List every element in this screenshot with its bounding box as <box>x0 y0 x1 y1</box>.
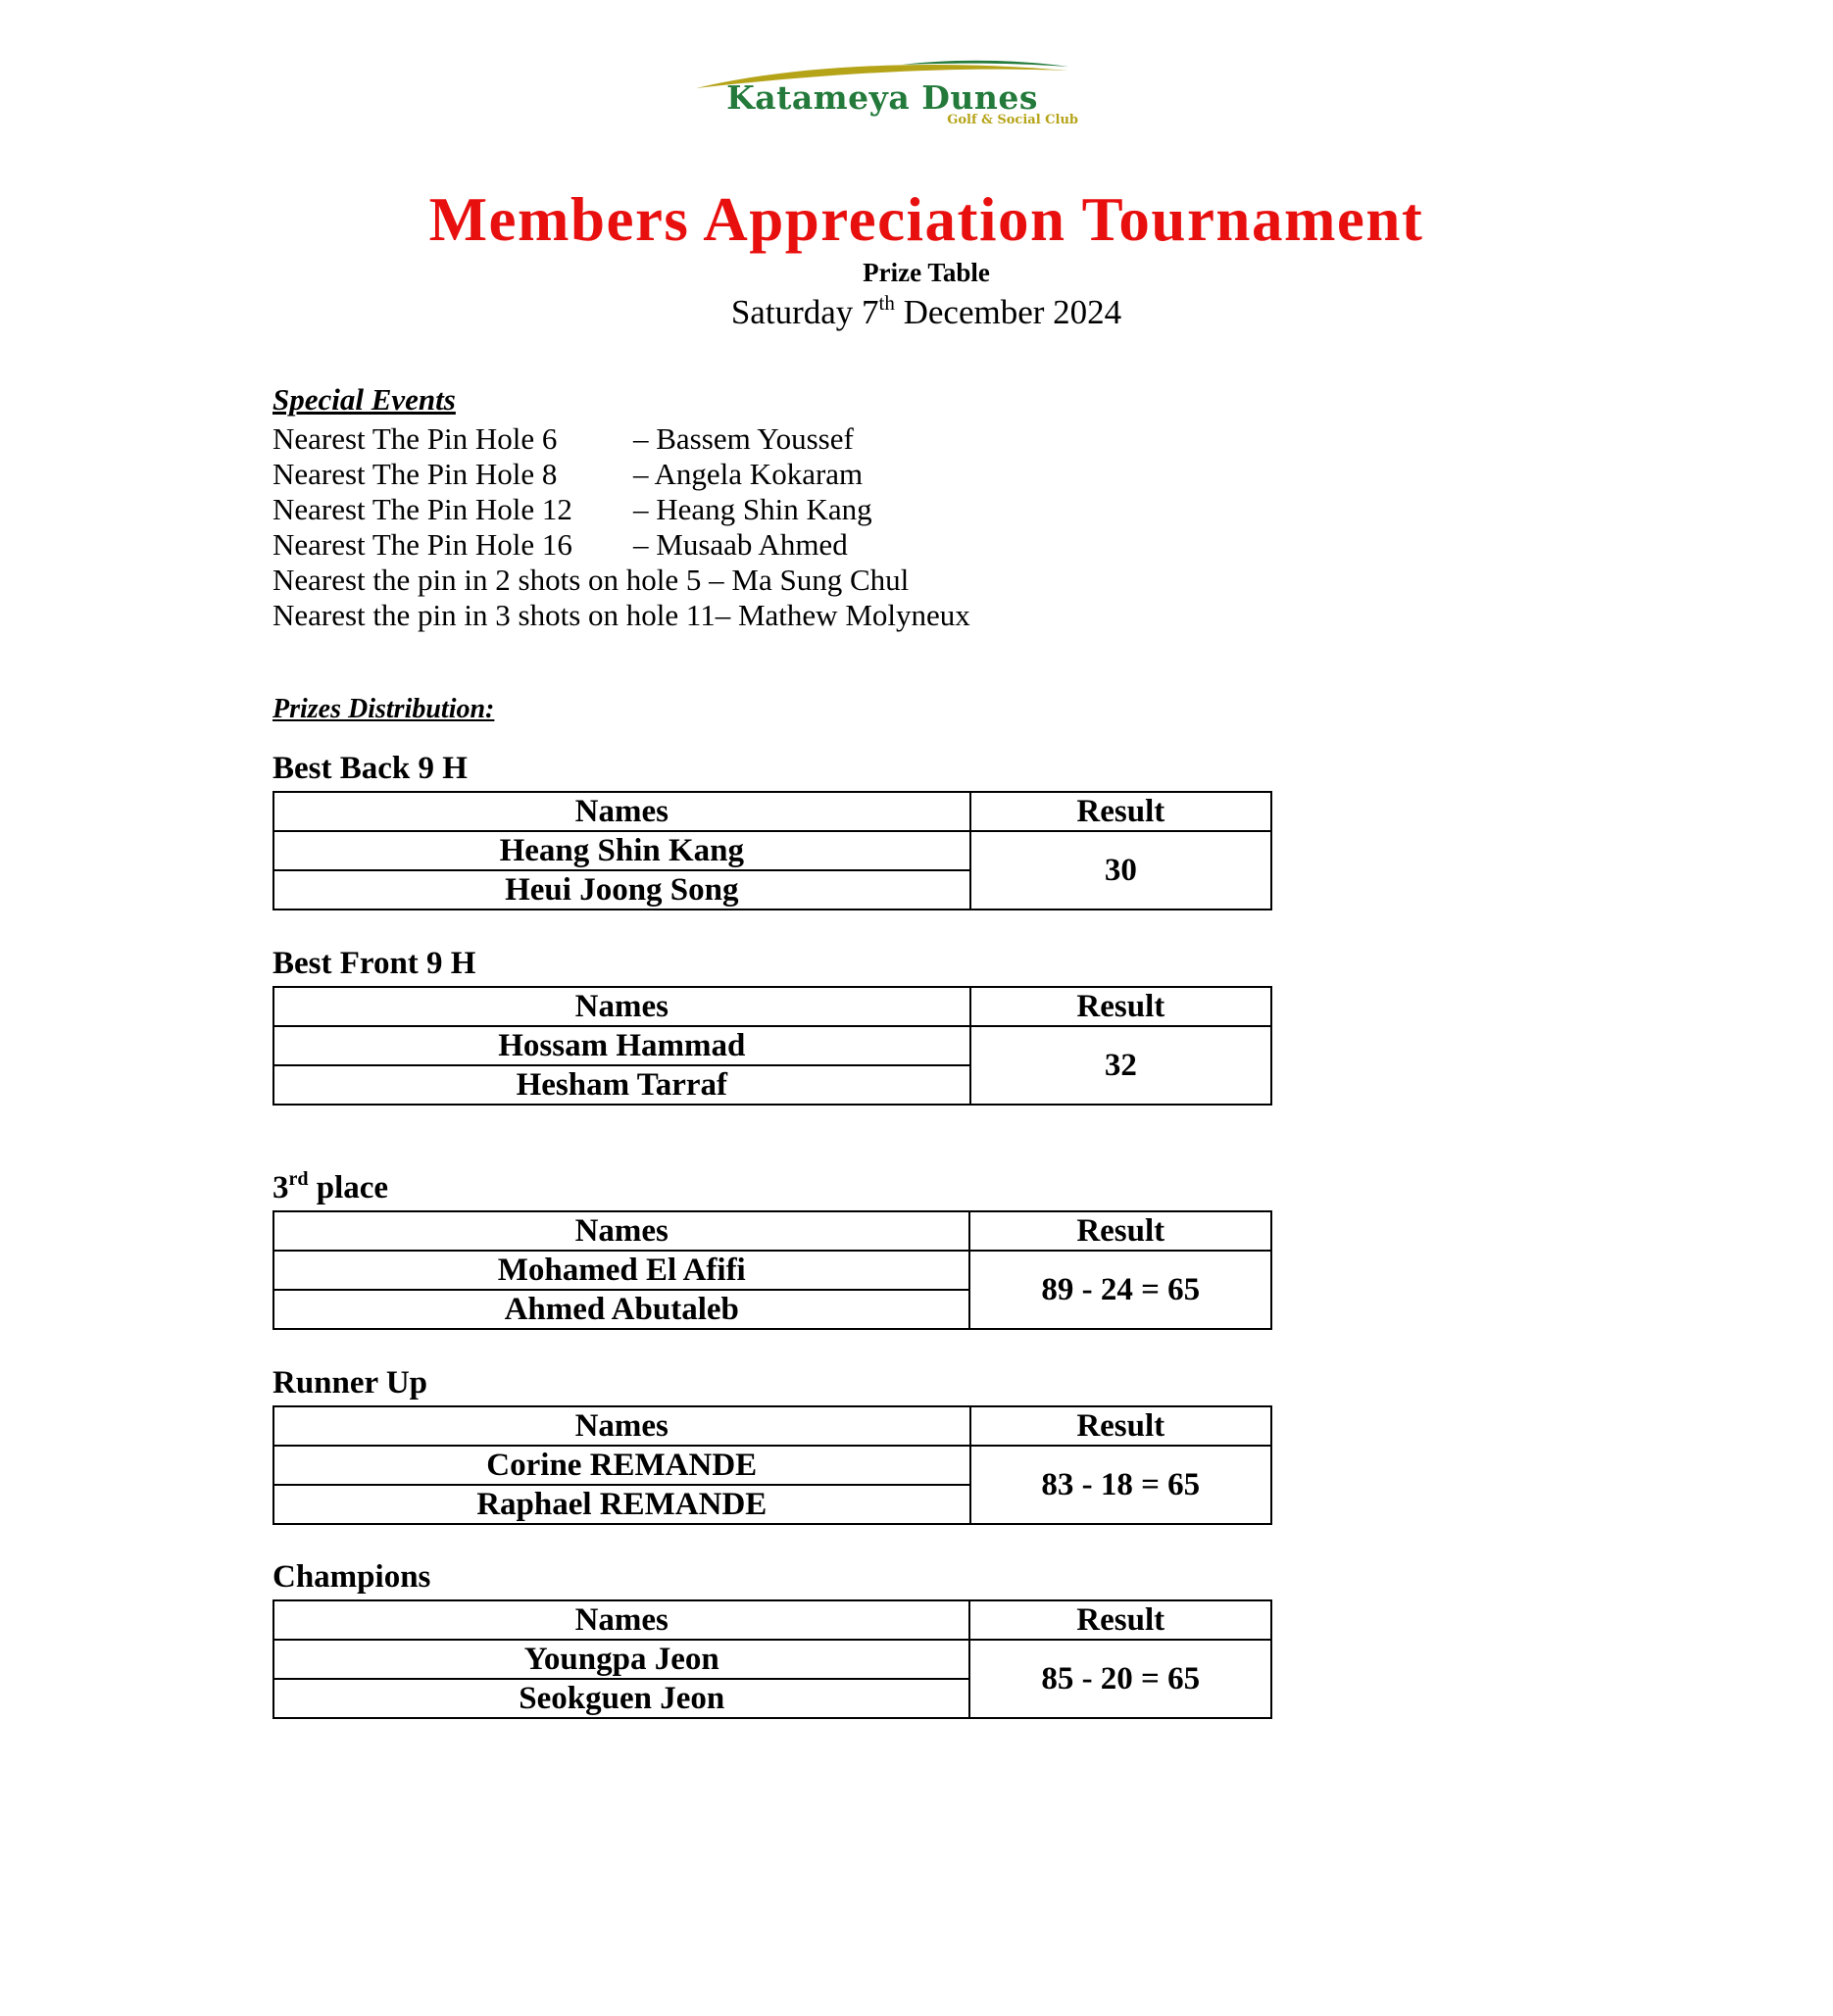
result-header: Result <box>969 1600 1271 1640</box>
result-header: Result <box>970 987 1271 1026</box>
table-header-row <box>273 792 1271 831</box>
special-event-item <box>272 598 970 633</box>
table-header-row <box>273 1211 1271 1251</box>
logo-name: Katameya Dunes <box>726 78 1038 117</box>
prize-table <box>272 1599 1272 1719</box>
special-event-item <box>272 527 970 563</box>
result-value: 89 - 24 = 65 <box>969 1251 1271 1329</box>
event-winner: – Bassem Youssef <box>633 421 854 456</box>
player-name: Corine REMANDE <box>273 1446 970 1485</box>
prize-table <box>272 986 1272 1106</box>
date-day: 7 <box>862 293 879 331</box>
prize-heading: Runner Up <box>272 1365 428 1401</box>
prize-heading <box>272 1170 388 1206</box>
prize-heading: Champions <box>272 1559 431 1595</box>
table-header-row <box>273 987 1271 1026</box>
result-header: Result <box>969 1211 1271 1251</box>
heading-text: place <box>316 1170 389 1205</box>
page-title: Members Appreciation Tournament <box>428 185 1424 254</box>
table-row <box>273 831 1271 870</box>
event-winner: – Ma Sung Chul <box>709 563 910 597</box>
date-weekday: Saturday <box>730 293 854 331</box>
special-event-item <box>272 421 970 457</box>
table-row <box>273 1640 1271 1679</box>
result-header: Result <box>970 1406 1271 1446</box>
names-header: Names <box>273 792 970 831</box>
prize-table <box>272 1405 1272 1525</box>
prize-heading: Best Front 9 H <box>272 946 476 981</box>
table-row <box>273 1251 1271 1290</box>
special-event-item <box>272 492 970 527</box>
event-winner: – Musaab Ahmed <box>633 527 848 562</box>
table-row <box>273 1446 1271 1485</box>
player-name: Hossam Hammad <box>273 1026 970 1065</box>
event-name: Nearest the pin in 2 shots on hole 5 <box>272 563 702 597</box>
heading-number: 3 <box>272 1170 289 1205</box>
result-header: Result <box>970 792 1271 831</box>
result-value: 85 - 20 = 65 <box>969 1640 1271 1718</box>
prize-table <box>272 1210 1272 1330</box>
special-event-item <box>272 563 970 598</box>
table-header-row <box>273 1600 1271 1640</box>
player-name: Mohamed El Afifi <box>273 1251 969 1290</box>
prize-heading: Best Back 9 H <box>272 751 468 786</box>
event-date <box>0 293 1833 332</box>
event-name: Nearest The Pin Hole 12 <box>272 492 572 526</box>
special-events-label: Special Events <box>272 382 456 417</box>
event-winner: – Heang Shin Kang <box>633 492 872 526</box>
result-value: 32 <box>970 1026 1271 1105</box>
event-name: Nearest The Pin Hole 16 <box>272 527 572 562</box>
event-winner: – Angela Kokaram <box>633 457 864 491</box>
names-header: Names <box>273 1211 969 1251</box>
names-header: Names <box>273 1406 970 1446</box>
names-header: Names <box>273 1600 969 1640</box>
names-header: Names <box>273 987 970 1026</box>
event-name: Nearest the pin in 3 shots on hole 11 <box>272 598 716 632</box>
result-value: 30 <box>970 831 1271 910</box>
special-events-list <box>272 421 970 633</box>
date-rest: December 2024 <box>903 293 1122 331</box>
result-value: 83 - 18 = 65 <box>970 1446 1271 1524</box>
player-name: Heang Shin Kang <box>273 831 970 870</box>
special-event-item <box>272 457 970 492</box>
date-suffix: th <box>878 291 895 315</box>
prize-table <box>272 791 1272 910</box>
event-name: Nearest The Pin Hole 6 <box>272 421 558 456</box>
player-name: Raphael REMANDE <box>273 1485 970 1524</box>
logo-subtitle: Golf & Social Club <box>947 113 1078 127</box>
table-header-row <box>273 1406 1271 1446</box>
player-name: Hesham Tarraf <box>273 1065 970 1105</box>
table-row <box>273 1026 1271 1065</box>
player-name: Ahmed Abutaleb <box>273 1290 969 1329</box>
player-name: Youngpa Jeon <box>273 1640 969 1679</box>
event-name: Nearest The Pin Hole 8 <box>272 457 558 491</box>
player-name: Heui Joong Song <box>273 870 970 910</box>
event-winner: – Mathew Molyneux <box>715 598 970 632</box>
player-name: Seokguen Jeon <box>273 1679 969 1718</box>
page-subtitle: Prize Table <box>863 258 990 287</box>
prizes-distribution-label: Prizes Distribution: <box>272 694 495 724</box>
club-logo <box>676 57 1088 130</box>
heading-suffix: rd <box>288 1168 309 1190</box>
